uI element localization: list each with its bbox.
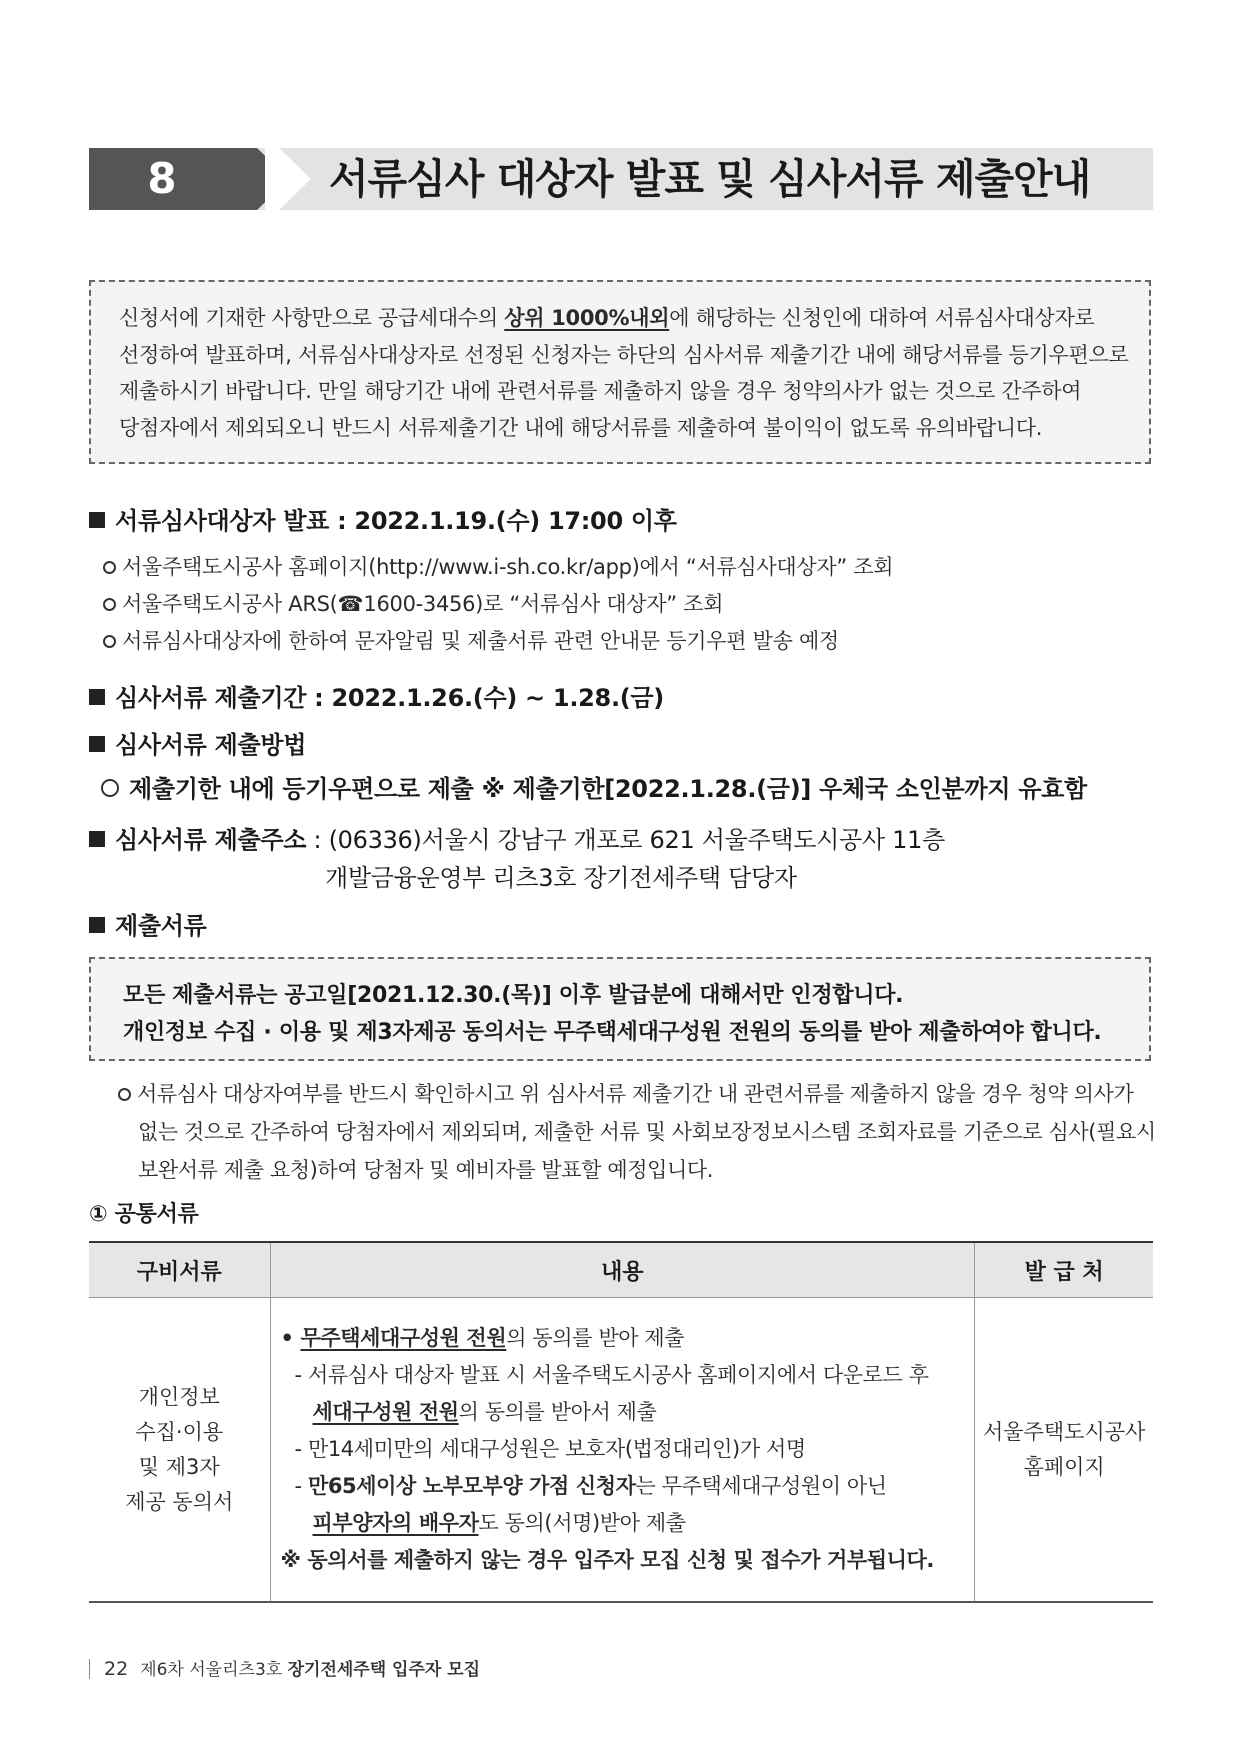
col-header: 내용: [270, 1242, 975, 1298]
doc-name-cell: [89, 1298, 270, 1603]
list-item: [103, 626, 839, 656]
square-bullet-icon: [89, 736, 105, 752]
content-line: [281, 1468, 965, 1505]
content-emphasis: 세대구성원 전원: [312, 1400, 459, 1424]
circle-bullet-icon: [103, 635, 116, 648]
content-line: - 만14세미만의 세대구성원은 보호자(법정대리인)가 서명: [294, 1437, 806, 1461]
doc-name-line: 및 제3자: [138, 1454, 220, 1479]
footer-bold: 장기전세주택 입주자 모집: [287, 1660, 481, 1680]
common-docs-title: ① 공통서류: [89, 1202, 199, 1227]
intro-text: 신청서에 기재한 사항만으로 공급세대수의: [119, 306, 505, 330]
content-line: [281, 1505, 965, 1542]
notice-line: 모든 제출서류는 공고일[2021.12.30.(목)] 이후 발급분에 대해서만 인정합니다.: [123, 983, 904, 1008]
section-header: [89, 148, 1153, 210]
announce-heading-text: 서류심사대상자 발표 : 2022.1.19.(수) 17:00 이후: [115, 507, 677, 535]
address-line2-row: [325, 862, 797, 894]
table-header-row: [89, 1242, 1153, 1298]
square-bullet-icon: [89, 917, 105, 933]
method-heading: [89, 729, 306, 761]
list-item-text: 서류심사대상자에 한하여 문자알림 및 제출서류 관련 안내문 등기우편 발송 예정: [122, 629, 839, 653]
docs-note: [118, 1075, 1158, 1189]
intro-line: 제출하시기 바랍니다. 만일 해당기간 내에 관련서류를 제출하지 않을 경우 청약의사가 없는 것으로 간주하여: [119, 379, 1082, 403]
content-text: 의 동의를 받아서 제출: [458, 1400, 657, 1424]
address-separator: :: [306, 826, 329, 854]
content-text: 는 무주택세대구성원이 아닌: [635, 1474, 887, 1498]
issuer-line: 홈페이지: [1023, 1454, 1105, 1479]
section-number: 8: [147, 154, 177, 203]
footer-divider: [89, 1659, 90, 1679]
note-text: 서류심사 대상자여부를 반드시 확인하시고 위 심사서류 제출기간 내 관련서류를 제출하지 않을 경우 청약 의사가: [137, 1082, 1134, 1106]
page-number: 22: [104, 1658, 129, 1680]
circle-bullet-icon: [103, 598, 116, 611]
issuer-line: 서울주택도시공사: [982, 1419, 1146, 1444]
list-item: [103, 589, 723, 619]
address-line1: (06336)서울시 강남구 개포로 621 서울주택도시공사 11층: [328, 826, 945, 854]
content-line: - 서류심사 대상자 발표 시 서울주택도시공사 홈페이지에서 다운로드 후: [294, 1363, 929, 1387]
notice-box: [89, 957, 1151, 1061]
content-emphasis: 피부양자의 배우자: [312, 1511, 479, 1535]
content-warning: ※ 동의서를 제출하지 않는 경우 입주자 모집 신청 및 접수가 거부됩니다.: [280, 1548, 935, 1572]
doc-name-line: 개인정보: [138, 1384, 220, 1409]
page-footer: [89, 1655, 480, 1680]
notice-line: 개인정보 수집 · 이용 및 제3자제공 동의서는 무주택세대구성원 전원의 동의를 받아 제출하여야 합니다.: [123, 1020, 1102, 1045]
address-heading: [89, 824, 945, 856]
docs-heading: [89, 910, 207, 942]
note-line: 보완서류 제출 요청)하여 당첨자 및 예비자를 발표할 예정입니다.: [138, 1158, 714, 1182]
content-line: [281, 1320, 965, 1357]
square-bullet-icon: [89, 512, 105, 528]
square-bullet-icon: [89, 831, 105, 847]
intro-emphasis: 상위 1000%내외: [504, 306, 670, 330]
list-item-text: 서울주택도시공사 홈페이지(http://www.i-sh.co.kr/app)에서 “서류심사대상자” 조회: [122, 555, 894, 579]
col-header: 구비서류: [89, 1242, 270, 1298]
content-line: [281, 1394, 965, 1431]
page-title: 서류심사 대상자 발표 및 심사서류 제출안내: [329, 155, 1091, 203]
docs-heading-text: 제출서류: [115, 912, 207, 940]
bullet-dot-icon: •: [280, 1326, 301, 1350]
col-header: 발 급 처: [975, 1242, 1153, 1298]
address-label: 심사서류 제출주소: [115, 826, 307, 854]
content-text: -: [294, 1474, 308, 1498]
content-text: 의 동의를 받아 제출: [506, 1326, 685, 1350]
content-text: 도 동의(서명)받아 제출: [478, 1511, 686, 1535]
period-heading: [89, 682, 664, 714]
method-heading-text: 심사서류 제출방법: [115, 731, 307, 759]
intro-line: [119, 300, 1119, 337]
intro-line: 선정하여 발표하며, 서류심사대상자로 선정된 신청자는 하단의 심사서류 제출기간 내에 해당서류를 등기우편으로: [119, 342, 1129, 367]
content-emphasis: 만65세이상 노부모부양 가점 신청자: [307, 1474, 636, 1498]
list-item: [103, 552, 893, 582]
table-row: [89, 1298, 1153, 1603]
content-emphasis: 무주택세대구성원 전원: [300, 1326, 507, 1350]
note-line: [118, 1075, 1158, 1113]
footer-text: 제6차 서울리츠3호: [140, 1660, 288, 1680]
intro-line: 당첨자에서 제외되오니 반드시 서류제출기간 내에 해당서류를 제출하여 불이익이 없도록 유의바랍니다.: [119, 415, 1043, 440]
list-item-text: 서울주택도시공사 ARS(☎1600-3456)로 “서류심사 대상자” 조회: [122, 592, 724, 616]
note-line: 없는 것으로 간주하여 당첨자에서 제외되며, 제출한 서류 및 사회보장정보시스템 조회자료를 기준으로 심사(필요시: [138, 1120, 1156, 1144]
announce-heading: [89, 505, 677, 537]
doc-name-line: 제공 동의서: [125, 1489, 234, 1514]
method-item-text: 제출기한 내에 등기우편으로 제출 ※ 제출기한[2022.1.28.(금)] 우체국 소인분까지 유효함: [129, 775, 1087, 803]
method-item: [101, 773, 1087, 805]
common-docs-table: [89, 1241, 1153, 1603]
period-heading-text: 심사서류 제출기간 : 2022.1.26.(수) ~ 1.28.(금): [115, 684, 664, 712]
intro-text: 에 해당하는 신청인에 대하여 서류심사대상자로: [669, 306, 1095, 330]
circle-bullet-icon: [118, 1088, 131, 1101]
issuer-cell: [975, 1298, 1153, 1603]
content-cell: [270, 1298, 975, 1603]
square-bullet-icon: [89, 689, 105, 705]
address-line2: 개발금융운영부 리츠3호 장기전세주택 담당자: [325, 864, 797, 892]
circle-bullet-icon: [101, 779, 119, 797]
intro-box: [89, 280, 1151, 464]
circle-bullet-icon: [103, 561, 116, 574]
doc-name-line: 수집·이용: [135, 1419, 224, 1444]
